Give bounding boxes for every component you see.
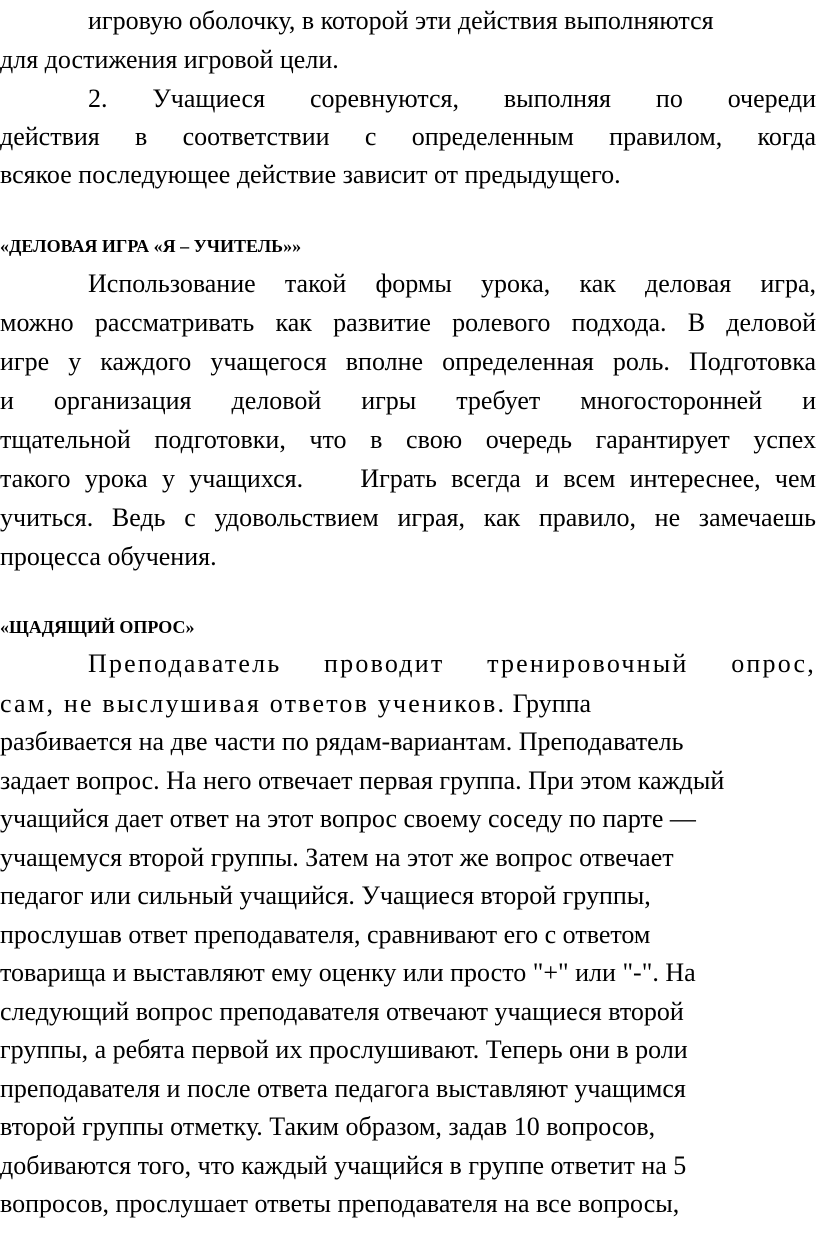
text-line: товарища и выставляют ему оценку или просто "+" или "-". На (0, 958, 696, 987)
text-line: Использование такой формы урока, как деловая игра, (88, 269, 816, 298)
text-line: прослушав ответ преподавателя, сравнивают его с ответом (0, 920, 651, 949)
text-line: тщательной подготовки, что в свою очередь гарантирует успех (0, 425, 816, 454)
text-line: всякое последующее действие зависит от предыдущего. (0, 160, 621, 189)
text-line: добиваются того, что каждый учащийся в группе ответит на 5 (0, 1151, 687, 1180)
text-line: разбивается на две части по рядам-вариантам. Преподаватель (0, 727, 684, 756)
text-line: педагог или сильный учащийся. Учащиеся второй группы, (0, 881, 651, 910)
text-line: задает вопрос. На него отвечает первая группа. При этом каждый (0, 766, 725, 795)
text-line: и организация деловой игры требует многосторонней и (0, 386, 816, 415)
text-line: процесса обучения. (0, 542, 217, 571)
text-line: для достижения игровой цели. (0, 45, 339, 74)
text-line: такого урока у учащихся. Играть всегда и всем интереснее, чем (0, 464, 816, 493)
text-line: группы, а ребята первой их прослушивают. Теперь они в роли (0, 1035, 688, 1064)
text-line: 2. Учащиеся соревнуются, выполняя по очереди (88, 84, 816, 113)
text-fragment: сам, не выслушивая ответов учеников. (0, 689, 507, 718)
text-line: Преподаватель проводит тренировочный опрос, (88, 649, 816, 678)
text-line: преподавателя и после ответа педагога выставляют учащимся (0, 1074, 686, 1103)
section-heading: «ДЕЛОВАЯ ИГРА «Я – УЧИТЕЛЬ»» (0, 236, 302, 256)
text-line: игре у каждого учащегося вполне определенная роль. Подготовка (0, 347, 816, 376)
text-line: можно рассматривать как развитие ролевого подхода. В деловой (0, 308, 816, 337)
text-fragment: Группа (512, 689, 592, 718)
text-line-group (0, 685, 816, 722)
text-line: второй группы отметку. Таким образом, задав 10 вопросов, (0, 1112, 656, 1141)
text-line: учащемуся второй группы. Затем на этот же вопрос отвечает (0, 843, 674, 872)
text-line: учащийся дает ответ на этот вопрос своему соседу по парте — (0, 804, 696, 833)
text-line: вопросов, прослушает ответы преподавателя на все вопросы, (0, 1189, 680, 1218)
text-line: игровую оболочку, в которой эти действия выполняются (88, 6, 714, 35)
text-line: следующий вопрос преподавателя отвечают учащиеся второй (0, 997, 684, 1026)
text-line: действия в соответствии с определенным правилом, когда (0, 122, 816, 151)
section-heading: «ЩАДЯЩИЙ ОПРОС» (0, 617, 195, 637)
text-line: учиться. Ведь с удовольствием играя, как правило, не замечаешь (0, 503, 816, 532)
